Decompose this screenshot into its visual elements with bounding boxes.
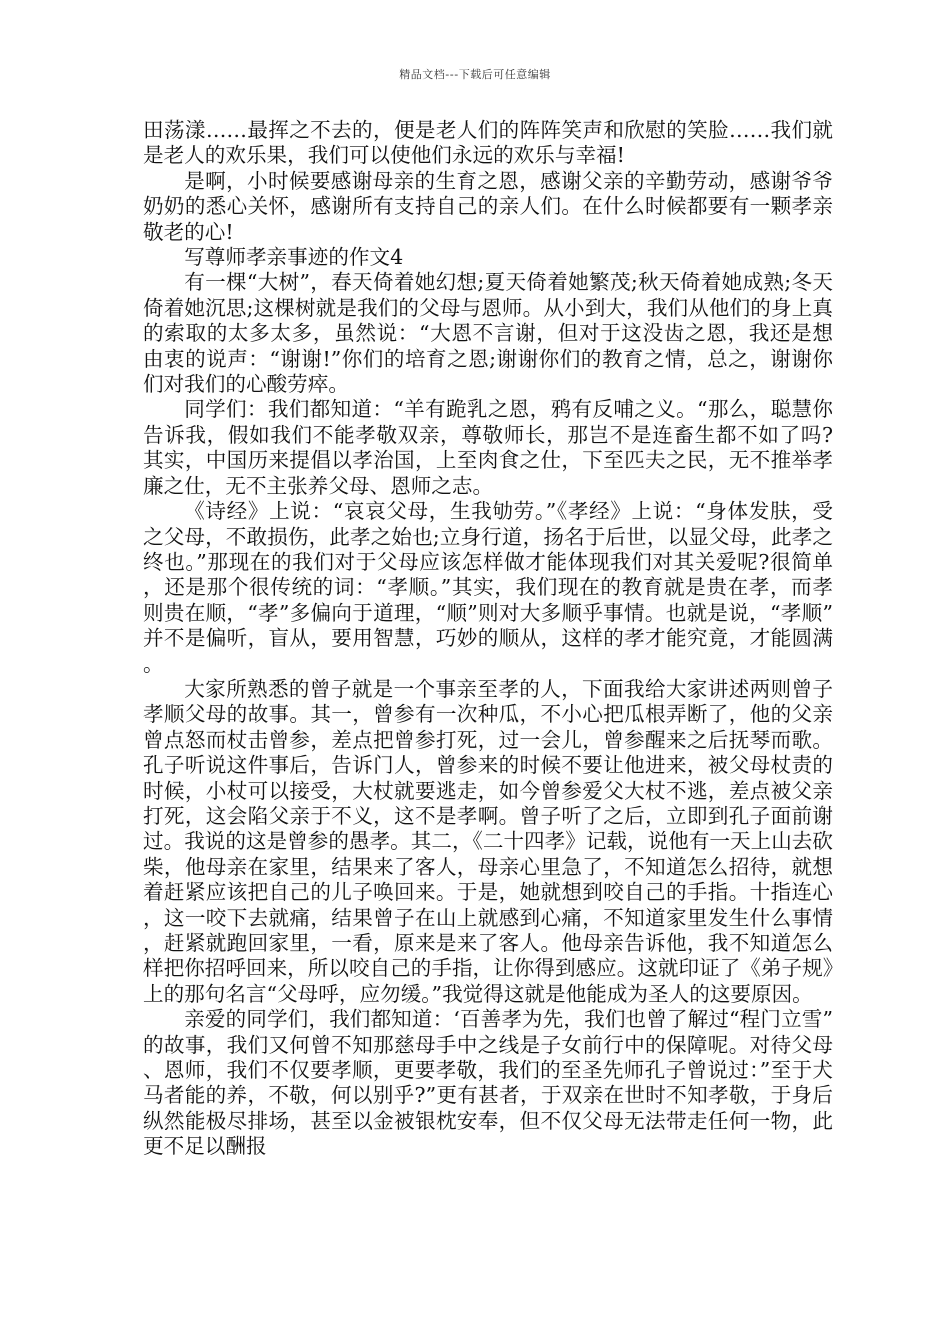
section-title: 写尊师孝亲事迹的作文4 (184, 245, 404, 270)
paragraph-1: 田荡漾……最挥之不去的，便是老人们的阵阵笑声和欣慰的笑脸……我们就是老人的欢乐果，我们可以使他们永远的欢乐与幸福! (143, 118, 833, 168)
paragraph-2: 是啊，小时候要感谢母亲的生育之恩，感谢父亲的辛勤劳动，感谢爷爷奶奶的悉心关怀，感谢所有支持自己的亲人们。在什么时候都要有一颗孝亲敬老的心! (143, 168, 833, 244)
document-body (143, 118, 833, 1160)
paragraph-3: 有一棵“大树”，春天倚着她幻想;夏天倚着她繁茂;秋天倚着她成熟;冬天倚着她沉思;这棵树就是我们的父母与恩师。从小到大，我们从他们的身上真的索取的太多太多，虽然说：“大恩不言谢，但对于这没齿之恩，我还是想由衷的说声：“谢谢!”你们的培育之恩;谢谢你们的教育之情，总之，谢谢你们对我们的心酸劳瘁。 (143, 270, 833, 397)
paragraph-5: 《诗经》上说：“哀哀父母，生我劬劳。”《孝经》上说：“身体发肤，受之父母，不敢损伤，此孝之始也;立身行道，扬名于后世，以显父母，此孝之终也。”那现在的我们对于父母应该怎样做才能体现我们对其关爱呢?很简单，还是那个很传统的词：“孝顺。”其实，我们现在的教育就是贵在孝，而孝则贵在顺，“孝”多偏向于道理，“顺”则对大多顺乎事情。也就是说，“孝顺”并不是偏听，盲从，要用智慧，巧妙的顺从，这样的孝才能究竟，才能圆满。 (143, 499, 833, 676)
paragraph-4: 同学们：我们都知道：“羊有跪乳之恩，鸦有反哺之义。“那么，聪慧你告诉我，假如我们不能孝敬双亲，尊敬师长，那岂不是连畜生都不如了吗?其实，中国历来提倡以孝治国，上至肉食之仕，下至匹夫之民，无不推举孝廉之仕，无不主张养父母、恩师之志。 (143, 397, 833, 498)
paragraph-6: 大家所熟悉的曾子就是一个事亲至孝的人，下面我给大家讲述两则曾子孝顺父母的故事。其一，曾参有一次种瓜，不小心把瓜根弄断了，他的父亲曾点怒而杖击曾参，差点把曾参打死，过一会儿，曾参醒来之后抚琴而歌。孔子听说这件事后，告诉门人，曾参来的时候不要让他进来，被父母杖责的时候，小杖可以接受，大杖就要逃走，如今曾参爱父大杖不逃，差点被父亲打死，这会陷父亲于不义，这不是孝啊。曾子听了之后，立即到孔子面前谢过。我说的这是曾参的愚孝。其二，《二十四孝》记载，说他有一天上山去砍柴，他母亲在家里，结果来了客人，母亲心里急了，不知道怎么招待，就想着赶紧应该把自己的儿子唤回来。于是，她就想到咬自己的手指。十指连心，这一咬下去就痛，结果曾子在山上就感到心痛，不知道家里发生什么事情，赶紧就跑回家里，一看，原来是来了客人。他母亲告诉他，我不知道怎么样把你招呼回来，所以咬自己的手指，让你得到感应。这就印证了《弟子规》上的那句名言“父母呼，应勿缓。”我觉得这就是他能成为圣人的这要原因。 (143, 676, 833, 1006)
paragraph-7: 亲爱的同学们，我们都知道：‘百善孝为先，我们也曾了解过“程门立雪”的故事，我们又何曾不知那慈母手中之线是子女前行中的保障呢。对待父母、恩师，我们不仅要孝顺，更要孝敬，我们的至圣先师孔子曾说过：”至于犬马者能的养，不敬，何以别乎?”更有甚者，于双亲在世时不知孝敬，于身后纵然能极尽排场，甚至以金被银枕安奉，但不仅父母无法带走任何一物，此更不足以酬报 (143, 1007, 833, 1159)
page-header: 精品文档---下载后可任意编辑 (399, 68, 551, 81)
